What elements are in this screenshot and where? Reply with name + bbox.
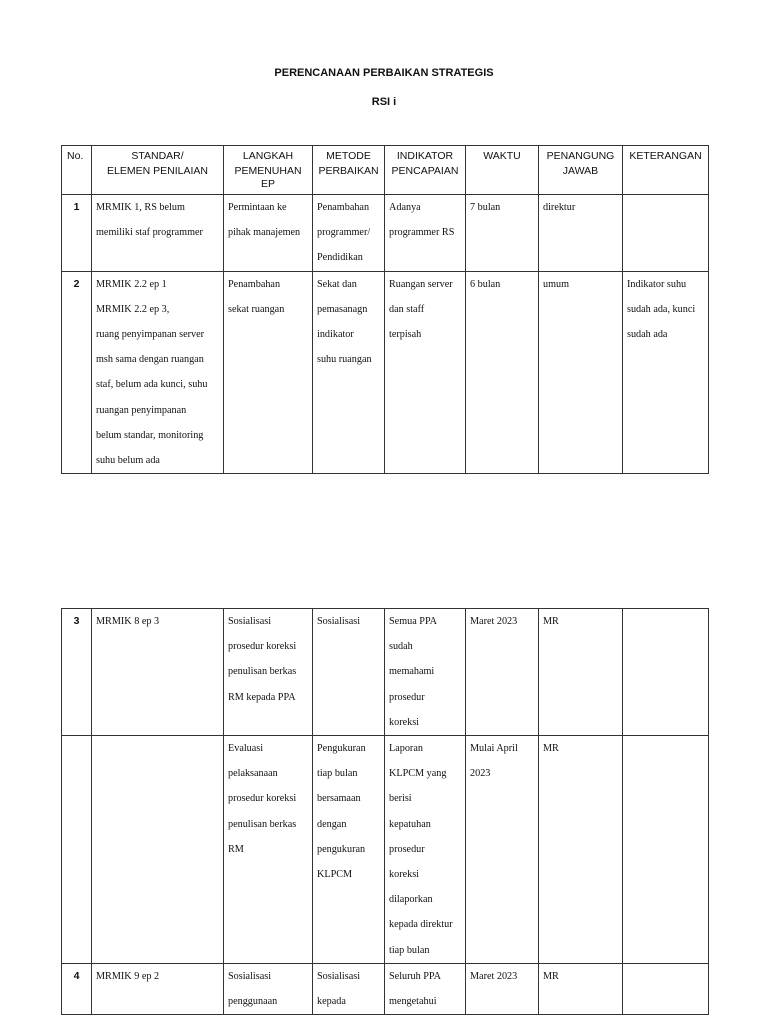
cell-metode-line: tiap bulan: [317, 768, 358, 780]
cell-indikator: [385, 963, 466, 1014]
cell-indikator-line: Adanya: [389, 202, 421, 213]
cell-penanggung-line: MR: [543, 743, 559, 755]
cell-keterangan: [623, 195, 709, 272]
header-no: [62, 146, 92, 195]
header-metode: [313, 146, 385, 195]
cell-waktu-line: 7 bulan: [470, 202, 501, 213]
cell-metode-line: Pengukuran: [317, 743, 366, 755]
cell-indikator-line: dan staff: [389, 303, 425, 315]
cell-waktu: [466, 195, 539, 272]
row-number: 1: [62, 195, 92, 272]
table-row: [62, 736, 709, 964]
cell-keterangan-line: sudah ada, kunci: [627, 303, 696, 315]
cell-indikator-line: memahami: [389, 666, 435, 678]
cell-indikator: [385, 271, 466, 474]
cell-langkah: [224, 271, 313, 474]
cell-metode-line: dengan: [317, 818, 347, 830]
cell-standar-line: ruang penyimpanan server: [96, 329, 205, 341]
cell-waktu: [466, 963, 539, 1014]
cell-metode: [313, 609, 385, 736]
cell-langkah-line: penulisan berkas: [228, 666, 297, 678]
header-penanggung-line: PENANGUNG: [546, 150, 615, 162]
table-header-row: [62, 146, 709, 195]
cell-indikator: [385, 736, 466, 964]
cell-indikator-line: prosedur: [389, 843, 425, 855]
cell-penanggung: [539, 271, 623, 474]
cell-metode-line: Pendidikan: [317, 252, 363, 264]
row-number: 3: [62, 609, 92, 736]
cell-langkah-line: prosedur koreksi: [228, 793, 297, 805]
cell-metode: [313, 271, 385, 474]
cell-standar: [92, 271, 224, 474]
cell-langkah-line: pihak manajemen: [228, 227, 301, 239]
cell-standar-line: MRMIK 2.2 ep 1: [96, 278, 167, 290]
cell-langkah: [224, 609, 313, 736]
cell-penanggung-line: umum: [543, 278, 570, 290]
cell-metode-line: KLPCM: [317, 869, 353, 881]
cell-keterangan-line: Indikator suhu: [627, 278, 687, 290]
cell-indikator: [385, 609, 466, 736]
header-standar-line: STANDAR/: [131, 150, 184, 162]
row-number: 2: [62, 271, 92, 474]
cell-standar-line: MRMIK 9 ep 2: [96, 970, 160, 982]
cell-standar: [92, 195, 224, 272]
row-number: [62, 736, 92, 964]
cell-metode-line: kepada: [317, 996, 346, 1008]
cell-indikator-line: kepada direktur: [389, 919, 453, 931]
cell-penanggung: [539, 963, 623, 1014]
strategy-table-page-2: [61, 608, 709, 1015]
header-keterangan-label: KETERANGAN: [629, 150, 702, 162]
cell-waktu: [466, 609, 539, 736]
cell-standar: [92, 963, 224, 1014]
cell-langkah-line: pelaksanaan: [228, 768, 278, 780]
header-langkah-line: PEMENUHAN: [234, 165, 302, 177]
cell-indikator-line: koreksi: [389, 716, 419, 728]
table-row: [62, 963, 709, 1014]
cell-keterangan-line: sudah ada: [627, 329, 668, 341]
cell-waktu: [466, 736, 539, 964]
header-indikator-line: PENCAPAIAN: [391, 165, 459, 177]
cell-penanggung-line: MR: [543, 970, 559, 982]
cell-standar-line: MRMIK 8 ep 3: [96, 616, 160, 627]
cell-indikator-line: mengetahui: [389, 996, 437, 1008]
cell-penanggung: [539, 736, 623, 964]
cell-langkah: [224, 963, 313, 1014]
cell-langkah-line: penggunaan: [228, 996, 278, 1008]
cell-indikator: [385, 195, 466, 272]
header-keterangan: [623, 146, 709, 195]
cell-metode: [313, 736, 385, 964]
cell-langkah-line: Sosialisasi: [228, 970, 272, 982]
cell-langkah-line: Permintaan ke: [228, 202, 287, 213]
cell-metode-line: bersamaan: [317, 793, 361, 805]
cell-indikator-line: Laporan: [389, 743, 423, 755]
cell-penanggung-line: direktur: [543, 202, 576, 213]
cell-waktu-line: 2023: [470, 768, 491, 780]
cell-langkah-line: prosedur koreksi: [228, 641, 297, 653]
cell-langkah-line: Evaluasi: [228, 743, 264, 755]
cell-standar: [92, 609, 224, 736]
cell-indikator-line: terpisah: [389, 329, 422, 341]
table-row: [62, 271, 709, 474]
cell-standar-line: suhu belum ada: [96, 455, 160, 467]
cell-penanggung: [539, 609, 623, 736]
table-row: [62, 609, 709, 736]
cell-keterangan: [623, 271, 709, 474]
cell-langkah-line: RM: [228, 843, 244, 855]
cell-metode-line: indikator: [317, 329, 354, 341]
cell-metode-line: Sosialisasi: [317, 970, 361, 982]
cell-indikator-line: Semua PPA: [389, 616, 438, 627]
cell-metode-line: Penambahan: [317, 202, 370, 213]
cell-standar-line: MRMIK 2.2 ep 3,: [96, 303, 170, 315]
cell-standar-line: msh sama dengan ruangan: [96, 354, 204, 366]
header-indikator-line: INDIKATOR: [396, 150, 454, 162]
cell-metode-line: pemasanagn: [317, 303, 368, 315]
cell-langkah-line: sekat ruangan: [228, 303, 285, 315]
cell-langkah-line: Penambahan: [228, 278, 281, 290]
cell-waktu: [466, 271, 539, 474]
header-indikator: [385, 146, 466, 195]
cell-indikator-line: koreksi: [389, 869, 419, 881]
cell-indikator-line: programmer RS: [389, 227, 455, 239]
cell-metode: [313, 195, 385, 272]
table-row: [62, 195, 709, 272]
cell-metode-line: Sekat dan: [317, 278, 357, 290]
cell-metode-line: pengukuran: [317, 843, 366, 855]
cell-indikator-line: Ruangan server: [389, 278, 453, 290]
strategy-table-page-1: [61, 145, 709, 474]
cell-langkah-line: Sosialisasi: [228, 616, 272, 627]
cell-metode: [313, 963, 385, 1014]
cell-keterangan: [623, 963, 709, 1014]
header-langkah-line: EP: [260, 178, 275, 190]
cell-metode-line: programmer/: [317, 227, 371, 239]
document-subtitle: RSI i: [371, 96, 397, 108]
cell-indikator-line: sudah: [389, 641, 413, 653]
cell-waktu-line: Maret 2023: [470, 616, 518, 627]
header-metode-line: METODE: [326, 150, 371, 162]
header-no-label: No.: [67, 150, 84, 162]
cell-waktu-line: Maret 2023: [470, 970, 518, 982]
cell-indikator-line: Seluruh PPA: [389, 970, 441, 982]
header-waktu: [466, 146, 539, 195]
cell-langkah: [224, 195, 313, 272]
header-penanggung: [539, 146, 623, 195]
cell-langkah-line: penulisan berkas: [228, 818, 297, 830]
header-standar-line: ELEMEN PENILAIAN: [107, 165, 208, 177]
cell-indikator-line: prosedur: [389, 691, 425, 703]
cell-keterangan: [623, 736, 709, 964]
cell-penanggung: [539, 195, 623, 272]
document-title: PERENCANAAN PERBAIKAN STRATEGIS: [274, 67, 494, 79]
header-penanggung-line: JAWAB: [562, 165, 599, 177]
cell-standar: [92, 736, 224, 964]
cell-indikator-line: kepatuhan: [389, 818, 431, 830]
cell-indikator-line: tiap bulan: [389, 944, 430, 956]
cell-standar-line: belum standar, monitoring: [96, 429, 204, 441]
cell-indikator-line: dilaporkan: [389, 894, 433, 906]
cell-penanggung-line: MR: [543, 616, 559, 627]
cell-indikator-line: KLPCM yang: [389, 768, 447, 780]
cell-langkah: [224, 736, 313, 964]
cell-metode-line: suhu ruangan: [317, 354, 372, 366]
header-standar: [92, 146, 224, 195]
cell-waktu-line: Mulai April: [470, 743, 518, 755]
cell-metode-line: Sosialisasi: [317, 616, 361, 627]
cell-keterangan: [623, 609, 709, 736]
header-langkah-line: LANGKAH: [242, 150, 294, 162]
header-metode-line: PERBAIKAN: [318, 165, 379, 177]
cell-waktu-line: 6 bulan: [470, 278, 501, 290]
header-waktu-label: WAKTU: [483, 150, 521, 162]
cell-standar-line: memiliki staf programmer: [96, 227, 203, 239]
row-number: 4: [62, 963, 92, 1014]
cell-standar-line: staf, belum ada kunci, suhu: [96, 379, 208, 391]
cell-indikator-line: berisi: [389, 793, 412, 805]
header-langkah: [224, 146, 313, 195]
cell-standar-line: ruangan penyimpanan: [96, 404, 187, 416]
cell-langkah-line: RM kepada PPA: [228, 691, 296, 703]
cell-standar-line: MRMIK 1, RS belum: [96, 202, 185, 213]
